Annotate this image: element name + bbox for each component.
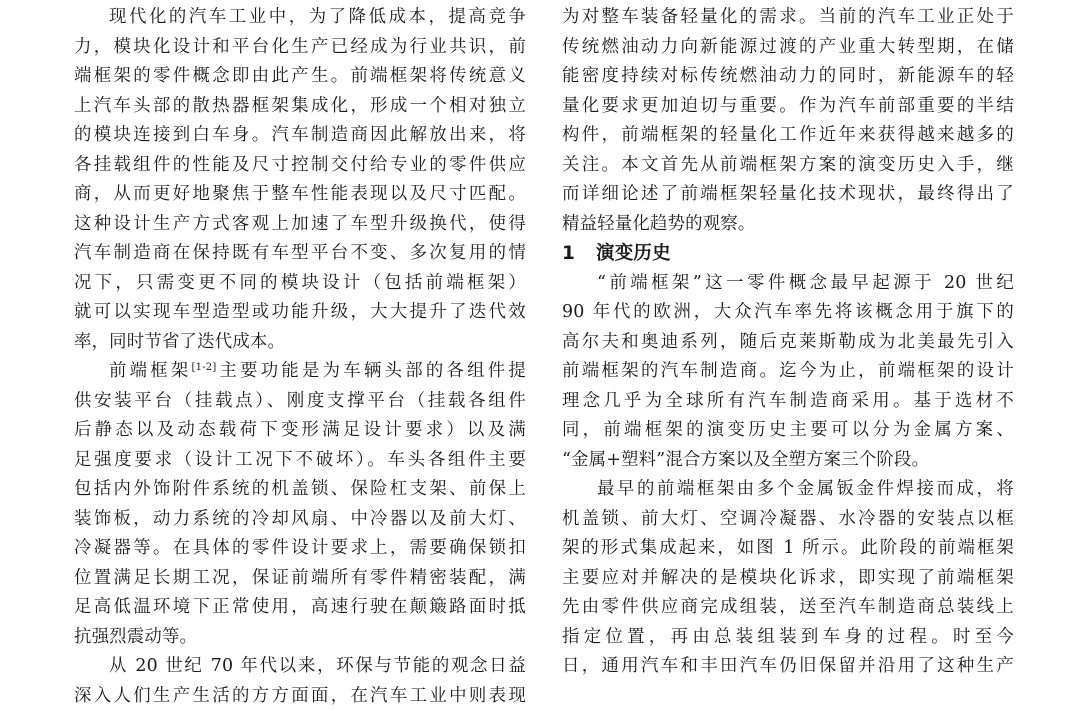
text-line: 就可以实现车型造型或功能升级，大大提升了迭代效 (74, 298, 526, 328)
paragraph-intro-modular (74, 3, 526, 357)
text-line: 足高低温环境下正常使用，高速行驶在颠簸路面时抵 (74, 593, 526, 623)
text-line: 理念几乎为全球所有汽车制造商采用。基于选材不 (562, 387, 1014, 417)
text-line: 能密度持续对标传统燃油动力的同时，新能源车的轻 (562, 62, 1014, 92)
text-line: 指定位置，再由总装组装到车身的过程。时至今 (562, 623, 1014, 653)
text-line: 主要应对并解决的是模块化诉求，即实现了前端框架 (562, 564, 1014, 594)
text-line: 从 20 世纪 70 年代以来，环保与节能的观念日益 (74, 652, 526, 682)
text-line: 位置满足长期工况，保证前端所有零件精密装配，满 (74, 564, 526, 594)
text-run: 前端框架 (109, 361, 192, 381)
left-column (74, 3, 526, 711)
text-line: 冷凝器等。在具体的零件设计要求上，需要确保锁扣 (74, 534, 526, 564)
paragraph-front-end-functions (74, 357, 526, 652)
text-line: 前端框架的汽车制造商。迄今为止，前端框架的设计 (562, 357, 1014, 387)
text-line: 同，前端框架的演变历史主要可以分为金属方案、 (562, 416, 1014, 446)
text-line: 后静态以及动态载荷下变形满足设计要求）以及满 (74, 416, 526, 446)
text-line: 商，从而更好地聚焦于整车性能表现以及尺寸匹配。 (74, 180, 526, 210)
text-line: 为对整车装备轻量化的需求。当前的汽车工业正处于 (562, 3, 1014, 33)
text-line: 最早的前端框架由多个金属钣金件焊接而成，将 (562, 475, 1014, 505)
text-line: 供安装平台（挂载点）、刚度支撑平台（挂载各组件 (74, 387, 526, 417)
text-line: “前端框架”这一零件概念最早起源于 20 世纪 (562, 269, 1014, 299)
text-line: 构件，前端框架的轻量化工作近年来获得越来越多的 (562, 121, 1014, 151)
paragraph-metal-solution (562, 475, 1014, 682)
text-line: 的模块连接到白车身。汽车制造商因此解放出来，将 (74, 121, 526, 151)
text-line: 足强度要求（设计工况下不破坏）。车头各组件主要 (74, 446, 526, 476)
text-line: 汽车制造商在保持既有车型平台不变、多次复用的情 (74, 239, 526, 269)
text-line: 深入人们生产生活的方方面面，在汽车工业中则表现 (74, 682, 526, 711)
text-line: 端框架的零件概念即由此产生。前端框架将传统意义 (74, 62, 526, 92)
text-line: 精益轻量化趋势的观察。 (562, 210, 1014, 240)
text-line: “金属+塑料”混合方案以及全塑方案三个阶段。 (562, 446, 1014, 476)
paragraph-history-origin (562, 269, 1014, 476)
text-line: 架的形式集成起来，如图 1 所示。此阶段的前端框架 (562, 534, 1014, 564)
text-line: 况下，只需变更不同的模块设计（包括前端框架） (74, 269, 526, 299)
text-line: 这种设计生产方式客观上加速了车型升级换代，使得 (74, 210, 526, 240)
text-line: 机盖锁、前大灯、空调冷凝器、水冷器的安装点以框 (562, 505, 1014, 535)
text-line: 量化要求更加迫切与重要。作为汽车前部重要的半结 (562, 92, 1014, 122)
text-line: 各挂载组件的性能及尺寸控制交付给专业的零件供应 (74, 151, 526, 181)
text-line: 力，模块化设计和平台化生产已经成为行业共识，前 (74, 33, 526, 63)
text-line: 抗强烈震动等。 (74, 623, 526, 653)
text-line: 先由零件供应商完成组装，送至汽车制造商总装线上 (562, 593, 1014, 623)
text-line: 装饰板，动力系统的冷却风扇、中冷器以及前大灯、 (74, 505, 526, 535)
text-line: 现代化的汽车工业中，为了降低成本，提高竞争 (74, 3, 526, 33)
text-line: 而详细论述了前端框架轻量化技术现状，最终得出了 (562, 180, 1014, 210)
section-heading (562, 239, 1014, 269)
text-line: 率，同时节省了迭代成本。 (74, 328, 526, 358)
section-number: 1 (562, 239, 596, 269)
paragraph-environment (74, 652, 526, 711)
text-line: 传统燃油动力向新能源过渡的产业重大转型期，在储 (562, 33, 1014, 63)
paragraph-lightweight-demand (562, 3, 1014, 239)
text-line: 上汽车头部的散热器框架集成化，形成一个相对独立 (74, 92, 526, 122)
text-line: 高尔夫和奥迪系列，随后克莱斯勒成为北美最先引入 (562, 328, 1014, 358)
citation-ref[interactable]: [1-2] (192, 362, 217, 373)
text-line: 日，通用汽车和丰田汽车仍旧保留并沿用了这种生产 (562, 652, 1014, 682)
text-line: 关注。本文首先从前端框架方案的演变历史入手，继 (562, 151, 1014, 181)
right-column (562, 3, 1014, 682)
text-line: 90 年代的欧洲，大众汽车率先将该概念用于旗下的 (562, 298, 1014, 328)
section-title: 演变历史 (596, 243, 671, 264)
text-line: 包括内外饰附件系统的机盖锁、保险杠支架、前保上 (74, 475, 526, 505)
text-line (74, 357, 526, 387)
text-run: 主要功能是为车辆头部的各组件提 (216, 361, 526, 381)
